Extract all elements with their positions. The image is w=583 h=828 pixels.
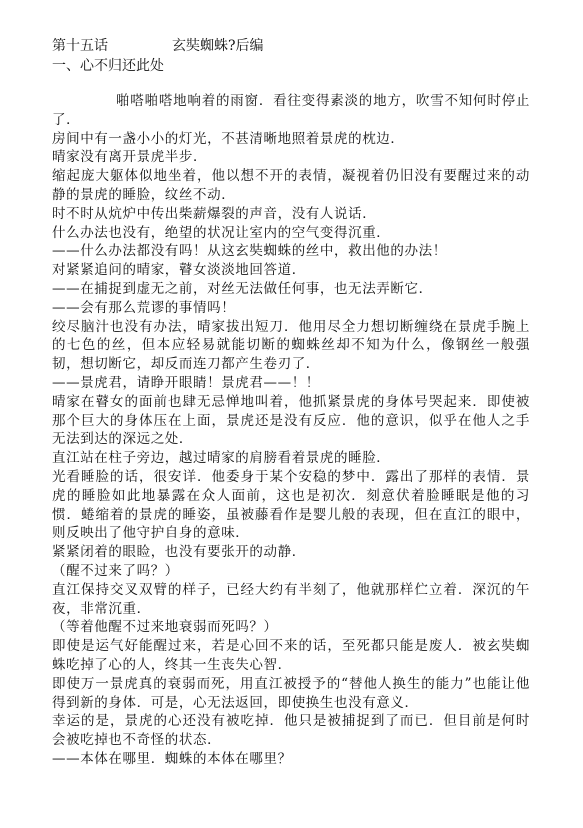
paragraph: 绞尽脑汁也没有办法，晴家拔出短刀．他用尽全力想切断缠绕在景虎手腕上的七色的丝，但本应轻易就能切断的蜘蛛丝却不知为什么，像钢丝一般强韧，想切断它，却反而连刀都产生卷刃了． [52, 318, 530, 373]
document-page [52, 36, 530, 769]
paragraph: ——景虎君，请睁开眼睛！景虎君——！！ [52, 374, 320, 391]
chapter-label: 第十五话 [52, 38, 108, 54]
paragraph: 时不时从炕炉中传出柴薪爆裂的声音，没有人说话． [52, 205, 377, 222]
paragraph: 幸运的是，景虎的心还没有被吃掉．他只是被捕捉到了而已．但目前是何时会被吃掉也不奇怪的状态． [52, 713, 530, 749]
section-title: 一、心不归还此处 [52, 58, 164, 74]
paragraph: 晴家在瞽女的面前也肆无忌惮地叫着，他抓紧景虎的身体号哭起来．即使被那个巨大的身体压在上面，景虎还是没有反应．他的意识，似乎在他人之手无法到达的深远之处． [52, 393, 530, 448]
paragraph: 即使是运气好能醒过来，若是心回不来的话，至死都只能是废人．被玄奘蜘蛛吃掉了心的人，终其一生丧失心智． [52, 638, 530, 673]
paragraph: ——在捕捉到虚无之前，对丝无法做任何事，也无法弄断它． [52, 280, 433, 297]
paragraph: 啪嗒啪嗒地响着的雨窗．看往变得素淡的地方，吹雪不知何时停止了． [52, 93, 530, 128]
paragraph: 直江站在柱子旁边，越过晴家的肩膀看着景虎的睡脸． [52, 450, 391, 467]
paragraph: 光看睡脸的话，很安详．他委身于某个安稳的梦中．露出了那样的表情．景虎的睡脸如此地暴露在众人面前，这也是初次．刻意伏着脸睡眠是他的习惯．蜷缩着的景虎的睡姿，虽被藤看作是婴儿般的表现，但在直江的眼中，则反映出了他守护自身的意味． [52, 468, 530, 542]
paragraph: 紧紧闭着的眼睑，也没有要张开的动静． [52, 544, 306, 561]
paragraph: （等着他醒不过来地衰弱而死吗？） [52, 619, 278, 636]
paragraph: 即使万一景虎真的衰弱而死，用直江被授予的“替他人换生的能力”也能让他得到新的身体．可是，心无法返回，即使换生也没有意义． [52, 675, 530, 711]
paragraph: 什么办法也没有，绝望的状况让室内的空气变得沉重． [52, 224, 391, 241]
chapter-title: 玄奘蜘蛛?后编 [172, 38, 264, 54]
paragraph: 对紧紧追问的晴家，瞽女淡淡地回答道． [52, 262, 306, 279]
paragraph: 缩起庞大躯体似地坐着，他以想不开的表情，凝视着仍旧没有要醒过来的动静的景虎的睡脸，纹丝不动． [52, 168, 530, 203]
paragraph: ——本体在哪里．蜘蛛的本体在哪里？ [52, 750, 292, 767]
paragraph: 晴家没有离开景虎半步． [52, 149, 208, 166]
paragraph: 房间中有一盏小小的灯光，不甚清晰地照着景虎的枕边． [52, 130, 405, 147]
chapter-heading [52, 36, 530, 56]
paragraph: ——会有那么荒谬的事情吗！ [52, 299, 236, 316]
paragraph: （醒不过来了吗？） [52, 562, 179, 579]
paragraph: 直江保持交叉双臂的样子，已经大约有半刻了，他就那样伫立着．深沉的午夜，非常沉重． [52, 581, 530, 617]
paragraph: ——什么办法都没有吗！从这玄奘蜘蛛的丝中，救出他的办法！ [52, 243, 447, 260]
